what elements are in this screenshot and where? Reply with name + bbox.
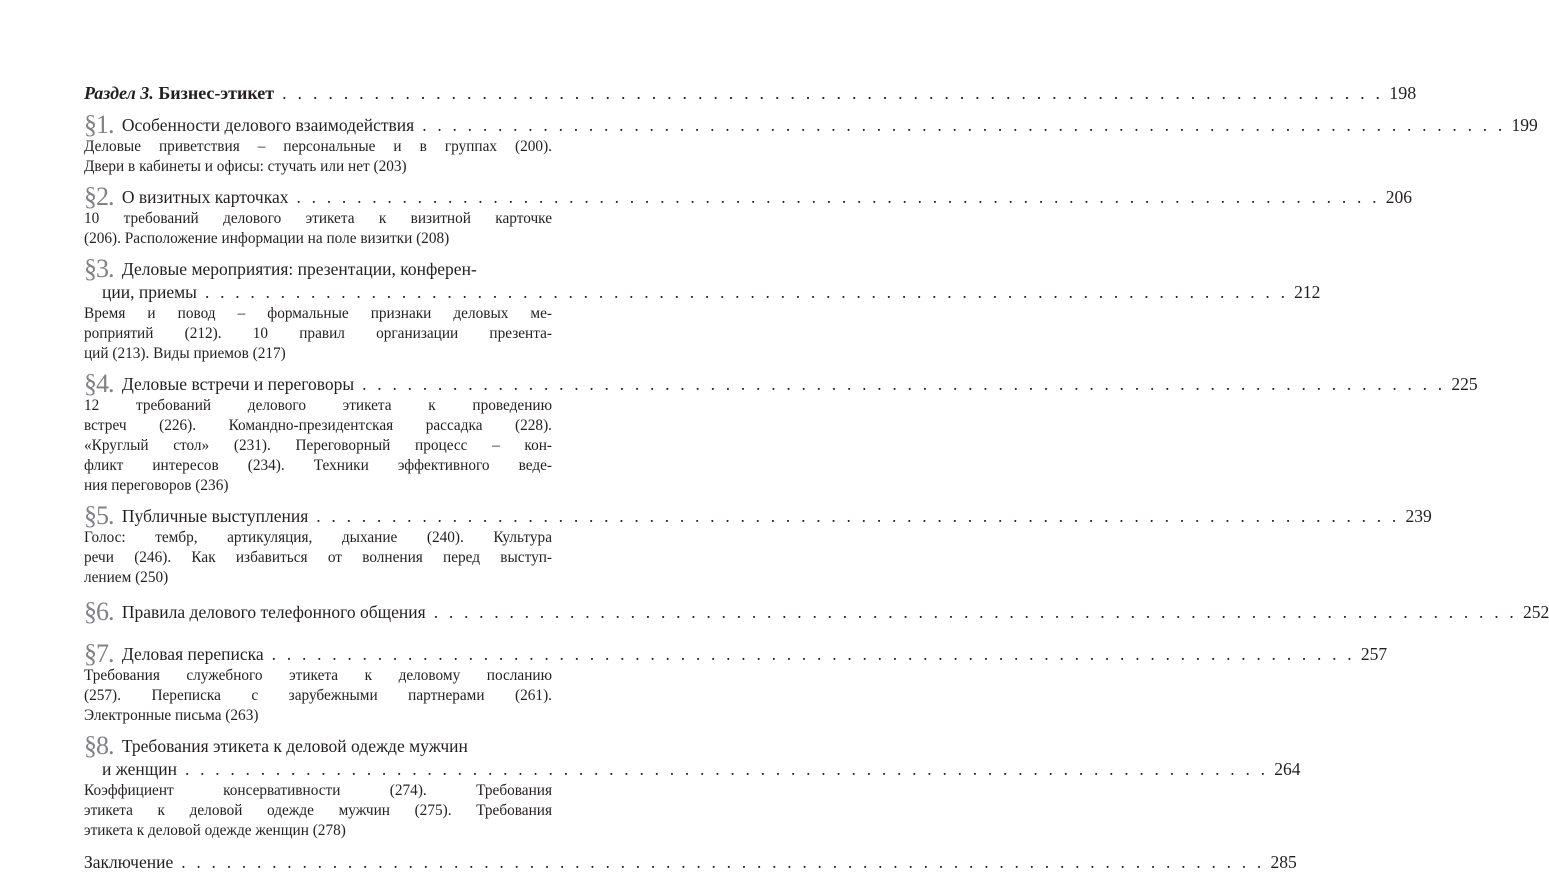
toc-entry-title-line[interactable] (84, 758, 1301, 781)
page-number: 206 (1385, 187, 1412, 207)
paragraph-sign: §1. (84, 110, 114, 139)
paragraph-sign: §3. (84, 254, 114, 283)
toc-entry-6 (84, 597, 1549, 626)
toc-entry-title-line[interactable] (84, 281, 1321, 304)
dot-leader: . . . . . . . . . . . . . . . . . . . . . . . . . . . . . . . . . . . . . . . . . . . . . . . . . . . . . . . . . . . . . . . . . . . . . . . . (184, 759, 1269, 779)
entry-description-line: ций (213). Виды приемов (217) (84, 345, 286, 362)
toc-entry-conclusion (84, 851, 1297, 874)
entry-title: Требования этикета к деловой одежде мужчин (117, 736, 468, 756)
dot-leader: . . . . . . . . . . . . . . . . . . . . . . . . . . . . . . . . . . . . . . . . . . . . . . . . . . . . . . . . . . . . . . . . . . . . . . . . (296, 187, 1380, 207)
paragraph-sign: §5. (84, 501, 114, 530)
entry-title: Заключение (84, 852, 174, 872)
entry-title: Деловые встречи и переговоры (117, 374, 355, 394)
paragraph-sign: §8. (84, 731, 114, 760)
entry-title: Правила делового телефонного общения (117, 602, 426, 622)
page-number: 264 (1274, 759, 1301, 779)
entry-description-line: роприятий (212). 10 правил организации презента- (84, 325, 552, 342)
dot-leader: . . . . . . . . . . . . . . . . . . . . . . . . . . . . . . . . . . . . . . . . . . . . . . . . . . . . . . . . . . . . . . . . . . . . . . . . (204, 282, 1289, 302)
dot-leader: . . . . . . . . . . . . . . . . . . . . . . . . . . . . . . . . . . . . . . . . . . . . . . . . . . . . . . . . . . . . . . . . . . . . . . . . (316, 506, 1400, 526)
paragraph-sign: §2. (84, 182, 114, 211)
dot-leader: . . . . . . . . . . . . . . . . . . . . . . . . . . . . . . . . . . . . . . . . . . . . . . . . . . . . . . . . . . . . . . . . . . . . . . . . (271, 644, 1355, 664)
section-name: Бизнес-этикет (153, 83, 275, 103)
paragraph-sign: §4. (84, 369, 114, 398)
entry-description-line: встреч (226). Командно-президентская рассадка (228). (84, 417, 552, 434)
toc-entry-title-line[interactable] (84, 732, 552, 758)
page-number: 198 (1389, 83, 1417, 103)
toc-entry-title-line[interactable] (84, 501, 1432, 530)
entry-description-line: ния переговоров (236) (84, 477, 229, 494)
toc-entry-title-line[interactable] (84, 597, 1549, 626)
entry-description-line: Требования служебного этикета к деловому посланию (84, 667, 552, 684)
entry-description-line: речи (246). Как избавиться от волнения перед выступ- (84, 549, 552, 566)
page-number: 252 (1522, 602, 1549, 622)
page-number: 285 (1270, 852, 1297, 872)
toc-entry-2 (84, 182, 1412, 249)
page-number: 199 (1511, 115, 1538, 135)
toc-entry-7 (84, 639, 1388, 726)
entry-description-line: (257). Переписка с зарубежными партнерами (261). (84, 687, 552, 704)
dot-leader: . . . . . . . . . . . . . . . . . . . . . . . . . . . . . . . . . . . . . . . . . . . . . . . . . . . . . . . . . . . . . . . . . . . . . . . . (282, 83, 1384, 103)
toc-entry-title-line[interactable] (84, 182, 1412, 211)
page-number: 212 (1294, 282, 1321, 302)
entry-title: Публичные выступления (117, 506, 309, 526)
entry-description-line: Двери в кабинеты и офисы: стучать или нет (203) (84, 158, 407, 175)
entry-description-line: этикета к деловой одежде женщин (278) (84, 822, 346, 839)
entry-description-line: 10 требований делового этикета к визитной карточке (84, 210, 552, 227)
toc-entry-8 (84, 731, 1301, 841)
page-number: 239 (1405, 506, 1432, 526)
toc-entry-3 (84, 254, 1321, 364)
paragraph-sign: §7. (84, 639, 114, 668)
page-number: 257 (1360, 644, 1388, 664)
section-heading[interactable] (84, 82, 1417, 105)
toc-entry-5 (84, 501, 1432, 588)
dot-leader: . . . . . . . . . . . . . . . . . . . . . . . . . . . . . . . . . . . . . . . . . . . . . . . . . . . . . . . . . . . . . . . . . . . . . . . . (433, 602, 1517, 622)
entry-title: Деловая переписка (117, 644, 264, 664)
entry-description-line: фликт интересов (234). Техники эффективного веде- (84, 457, 552, 474)
entry-description-line: лением (250) (84, 569, 169, 586)
dot-leader: . . . . . . . . . . . . . . . . . . . . . . . . . . . . . . . . . . . . . . . . . . . . . . . . . . . . . . . . . . . . . . . . . . . . . . . . (362, 374, 1446, 394)
table-of-contents (84, 82, 1549, 874)
entry-description-line: этикета к деловой одежде мужчин (275). Требования (84, 802, 552, 819)
entry-description-line: Голос: тембр, артикуляция, дыхание (240). Культура (84, 529, 552, 546)
entry-title: Деловые мероприятия: презентации, конферен- (117, 259, 477, 279)
toc-entry-4 (84, 369, 1478, 496)
toc-entry-title-line[interactable] (84, 851, 1297, 874)
entry-description-line: Время и повод – формальные признаки деловых ме- (84, 305, 552, 322)
entry-title-continued: и женщин (102, 759, 177, 779)
entry-description-line: Электронные письма (263) (84, 707, 259, 724)
toc-entry-title-line[interactable] (84, 110, 1538, 139)
entry-description-line: Деловые приветствия – персональные и в группах (200). (84, 138, 552, 155)
paragraph-sign: §6. (84, 597, 114, 626)
entry-description-line: «Круглый стол» (231). Переговорный процесс – кон- (84, 437, 552, 454)
dot-leader: . . . . . . . . . . . . . . . . . . . . . . . . . . . . . . . . . . . . . . . . . . . . . . . . . . . . . . . . . . . . . . . . . . . . . . . . (422, 115, 1506, 135)
toc-entry-title-line[interactable] (84, 639, 1388, 668)
toc-entry-title-line[interactable] (84, 255, 552, 281)
entry-title-continued: ции, приемы (102, 282, 197, 302)
toc-entry-title-line[interactable] (84, 369, 1478, 398)
entry-description-line: (206). Расположение информации на поле визитки (208) (84, 230, 450, 247)
entry-description-line: Коэффициент консервативности (274). Требования (84, 782, 552, 799)
entry-title: О визитных карточках (117, 187, 289, 207)
section-title (84, 82, 274, 105)
toc-entry-1 (84, 110, 1538, 177)
dot-leader: . . . . . . . . . . . . . . . . . . . . . . . . . . . . . . . . . . . . . . . . . . . . . . . . . . . . . . . . . . . . . . . . . . . . . . . . (181, 852, 1265, 872)
section-prefix: Раздел 3. (84, 83, 154, 103)
page-number: 225 (1451, 374, 1478, 394)
entry-title: Особенности делового взаимодействия (117, 115, 415, 135)
entry-description-line: 12 требований делового этикета к проведению (84, 397, 552, 414)
